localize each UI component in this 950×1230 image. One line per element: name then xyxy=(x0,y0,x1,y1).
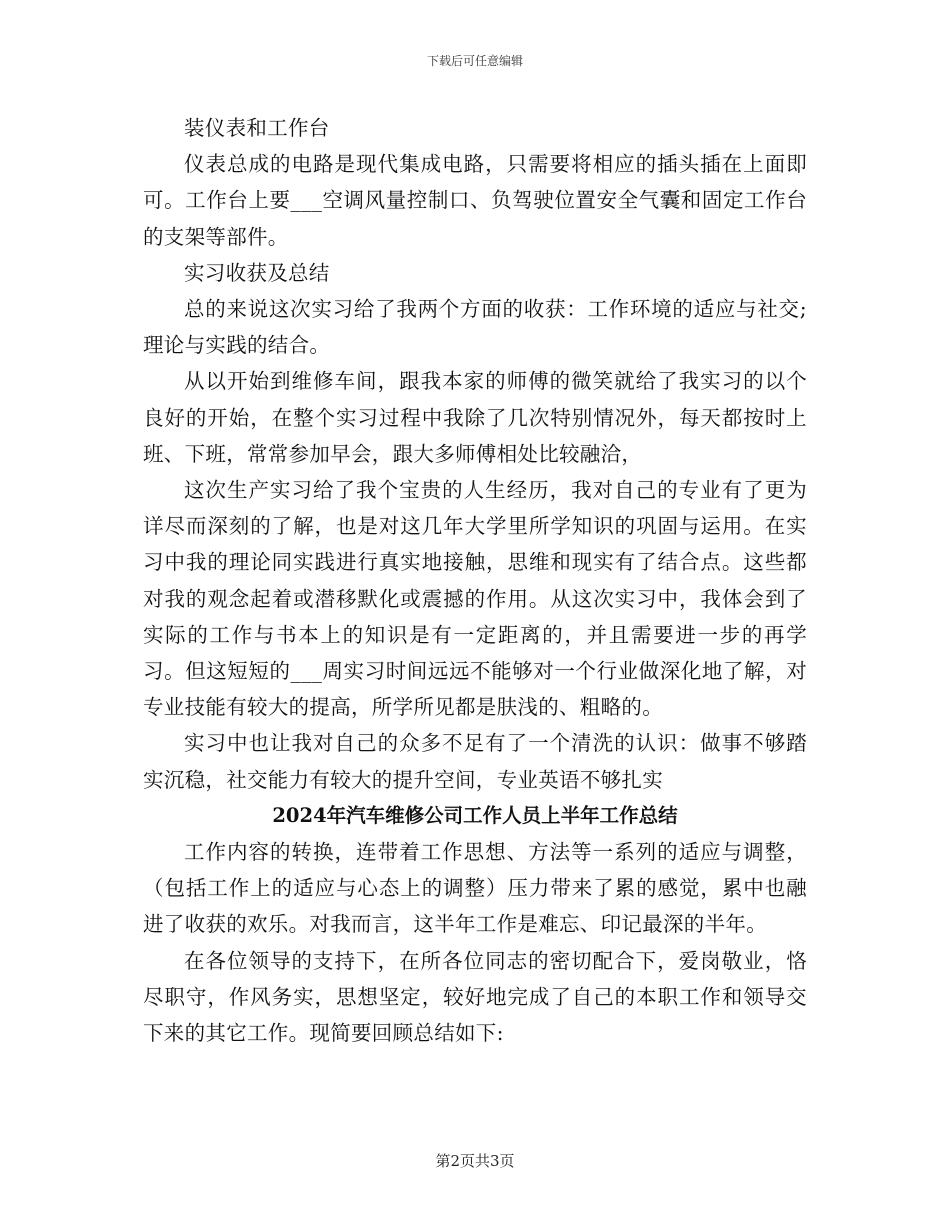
paragraph-7: 实习中也让我对自己的众多不足有了一个清洗的认识：做事不够踏实沉稳，社交能力有较大的提升空间，专业英语不够扎实 xyxy=(143,731,807,792)
document-body xyxy=(143,110,807,1051)
paragraph-4: 总的来说这次实习给了我两个方面的收获：工作环境的适应与社交;理论与实践的结合。 xyxy=(143,297,807,358)
page-header: 下载后可任意编辑 xyxy=(426,54,523,68)
paragraph-1: 装仪表和工作台 xyxy=(184,116,330,140)
paragraph-2: 仪表总成的电路是现代集成电路，只需要将相应的插头插在上面即可。工作台上要___空调风量控制口、负驾驶位置安全气囊和固定工作台的支架等部件。 xyxy=(143,152,807,249)
paragraph-3: 实习收获及总结 xyxy=(184,260,330,285)
paragraph-5: 从以开始到维修车间，跟我本家的师傅的微笑就给了我实习的以个良好的开始，在整个实习过程中我除了几次特别情况外，每天都按时上班、下班，常常参加早会，跟大多师傅相处比较融洽， xyxy=(143,369,807,466)
paragraph-6: 这次生产实习给了我个宝贵的人生经历，我对自己的专业有了更为详尽而深刻的了解，也是对这几年大学里所学知识的巩固与运用。在实习中我的理论同实践进行真实地接触，思维和现实有了结合点。这些都对我的观念起着或潜移默化或震撼的作用。从这次实习中，我体会到了实际的工作与书本上的知识是有一定距离的，并且需要进一步的再学习。但这短短的___周实习时间远远不能够对一个行业做深化地了解，对专业技能有较大的提高，所学所见都是肤浅的、粗略的。 xyxy=(143,478,807,720)
page-number-footer: 第2页共3页 xyxy=(435,1152,515,1170)
section-paragraph-1: 工作内容的转换，连带着工作思想、方法等一系列的适应与调整，（包括工作上的适应与心态上的调整）压力带来了累的感觉，累中也融进了收获的欢乐。对我而言，这半年工作是难忘、印记最深的半年。 xyxy=(143,840,807,937)
section-paragraph-2: 在各位领导的支持下，在所各位同志的密切配合下，爱岗敬业，恪尽职守，作风务实，思想坚定，较好地完成了自己的本职工作和领导交下来的其它工作。现简要回顾总结如下: xyxy=(143,948,807,1046)
section-title: 2024年汽车维修公司工作人员上半年工作总结 xyxy=(272,803,678,827)
